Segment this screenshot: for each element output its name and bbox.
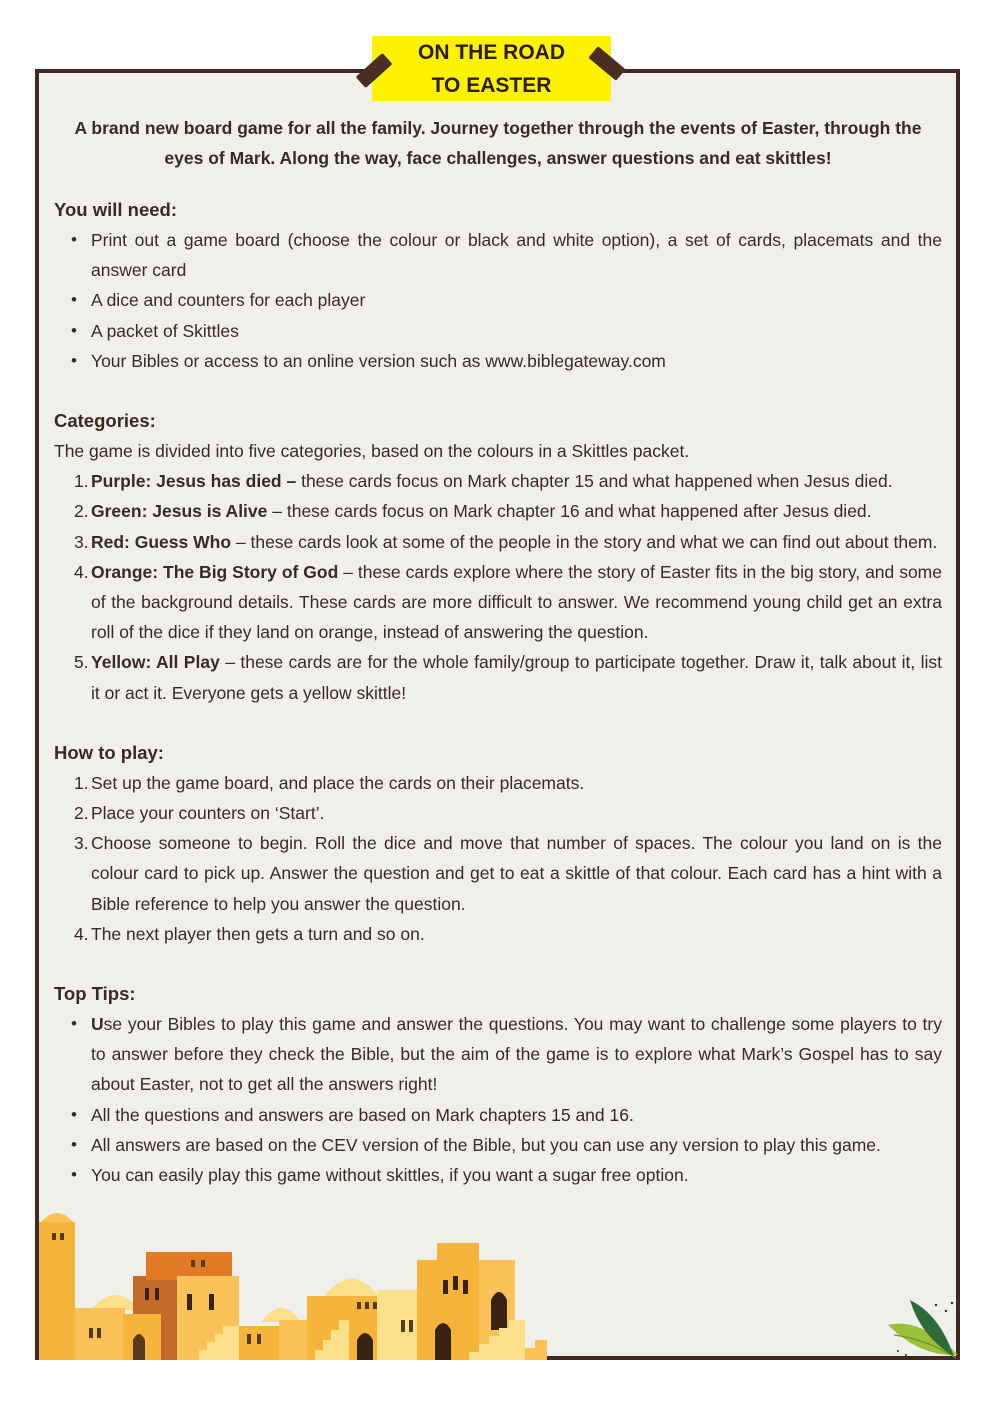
list-item: • A dice and counters for each player bbox=[54, 285, 942, 315]
step-item: 3. Choose someone to begin. Roll the dice and move that number of spaces. The colour you land on is the colour card to pick up. Answer the question and get to eat a skittle of that colour. Each card has a hint with a Bible reference to help you answer the question. bbox=[74, 833, 942, 914]
bullet-icon: • bbox=[71, 350, 77, 370]
howto-heading: How to play: bbox=[54, 741, 164, 763]
categories-list bbox=[54, 466, 942, 708]
town-illustration bbox=[39, 1210, 559, 1360]
tips-heading: Top Tips: bbox=[54, 983, 136, 1005]
tips-list bbox=[54, 1009, 942, 1190]
leaf-illustration bbox=[880, 1295, 960, 1360]
category-item-orange: 4. Orange: The Big Story of God – these cards explore where the story of Easter fits in the big story, and some of the background details. These cards are more difficult to answer. We recommend young child get an extra roll of the dice if they land on orange, instead of answering the question. bbox=[74, 561, 942, 643]
bullet-icon: • bbox=[71, 1014, 77, 1034]
list-item: • A packet of Skittles bbox=[54, 316, 942, 346]
step-item: 2. Place your counters on ‘Start’. bbox=[74, 803, 325, 824]
list-item: • All answers are based on the CEV version of the Bible, but you can use any version to play this game. bbox=[54, 1130, 942, 1160]
categories-intro: The game is divided into five categories, based on the colours in a Skittles packet. bbox=[54, 441, 690, 462]
content bbox=[54, 113, 942, 1190]
list-item: • Use your Bibles to play this game and answer the questions. You may want to challenge some players to try to answer before they check the Bible, but the aim of the game is to explore what Mark’s Gospel has to say about Easter, not to get all the answers right! bbox=[54, 1009, 942, 1100]
bullet-icon: • bbox=[71, 1165, 77, 1185]
category-item-green: 2. Green: Jesus is Alive – these cards focus on Mark chapter 16 and what happened after Jesus died. bbox=[74, 501, 872, 522]
bullet-icon: • bbox=[71, 290, 77, 310]
need-heading: You will need: bbox=[54, 199, 177, 220]
bullet-icon: • bbox=[71, 320, 77, 340]
bullet-icon: • bbox=[71, 1104, 77, 1124]
categories-heading: Categories: bbox=[54, 410, 156, 432]
list-item: • Your Bibles or access to an online version such as www.biblegateway.com bbox=[54, 346, 942, 376]
list-item: • You can easily play this game without skittles, if you want a sugar free option. bbox=[54, 1160, 942, 1190]
bullet-icon: • bbox=[71, 1134, 77, 1154]
intro-text: A brand new board game for all the family. Journey together through the events of Easter, through the eyes of Mark. Along the way, face challenges, answer questions and eat skittles! bbox=[74, 118, 922, 168]
list-item: • Print out a game board (choose the colour or black and white option), a set of cards, placemats and the answer card bbox=[54, 225, 942, 285]
category-item-red: 3. Red: Guess Who – these cards look at some of the people in the story and what we can find out about them. bbox=[74, 531, 938, 552]
page-title: ON THE ROAD TO EASTER bbox=[418, 40, 565, 97]
step-item: 4. The next player then gets a turn and so on. bbox=[74, 923, 425, 944]
step-item: 1. Set up the game board, and place the cards on their placemats. bbox=[74, 772, 585, 793]
howto-list bbox=[54, 768, 942, 949]
category-item-purple: 1. Purple: Jesus has died – these cards focus on Mark chapter 15 and what happened when Jesus died. bbox=[74, 471, 893, 492]
category-item-yellow: 5. Yellow: All Play – these cards are for the whole family/group to participate together. Draw it, talk about it, list it or act it. Everyone gets a yellow skittle! bbox=[74, 652, 942, 703]
need-list bbox=[54, 225, 942, 376]
title-banner bbox=[372, 36, 611, 101]
bullet-icon: • bbox=[71, 230, 77, 249]
list-item: • All the questions and answers are based on Mark chapters 15 and 16. bbox=[54, 1100, 942, 1130]
